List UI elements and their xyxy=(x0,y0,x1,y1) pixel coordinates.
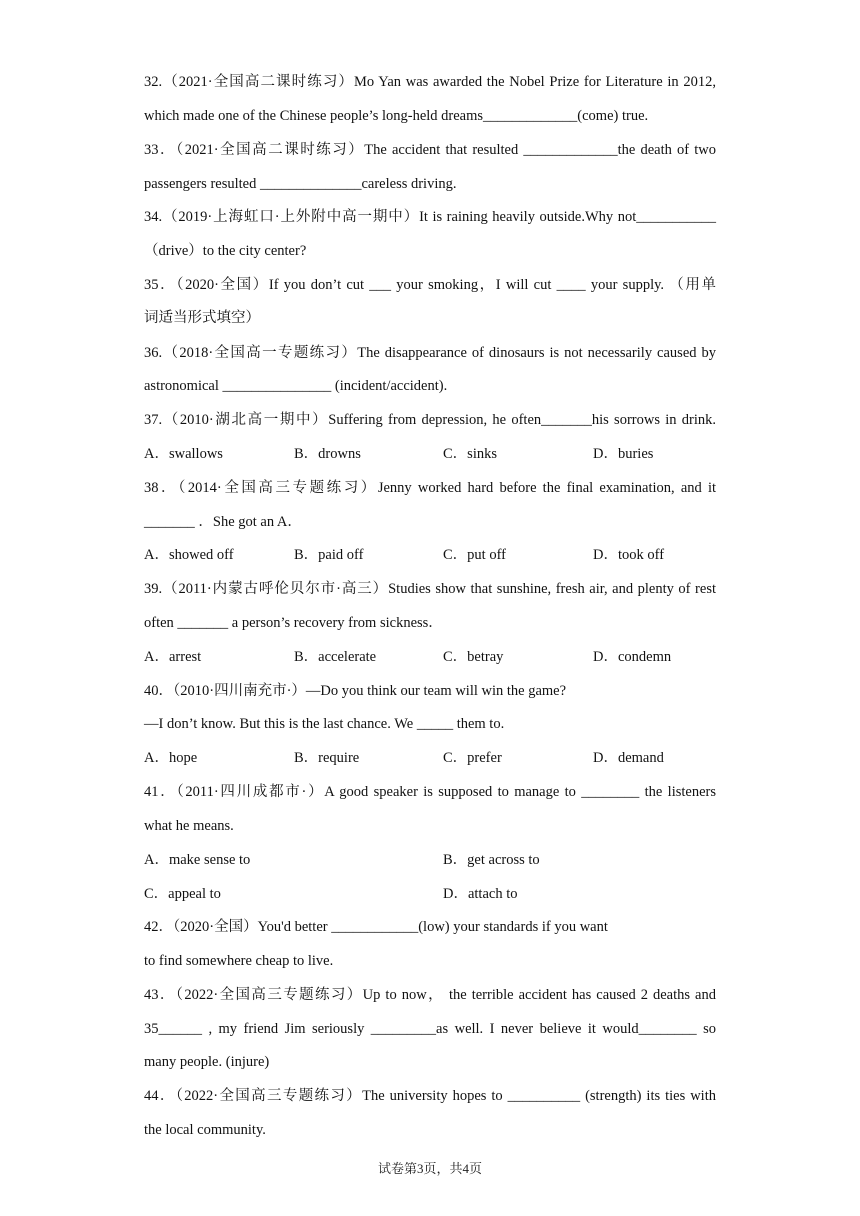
question-40-line-1: 40．（2010·四川南充市·）—Do you think our team will win the game? xyxy=(144,683,567,699)
question-36-line-2: astronomical _______________ (incident/accident). xyxy=(144,378,448,394)
question-38-option-c[interactable]: C．put off xyxy=(443,547,506,563)
question-41-line-1: 41．（2011·四川成都市·）A good speaker is supposed to manage to ________ the listeners xyxy=(144,784,716,800)
question-43-line-2: 35______ , my friend Jim seriously _________as well. I never believe it would________ so xyxy=(144,1021,716,1037)
question-41-option-b[interactable]: B．get across to xyxy=(443,852,540,868)
question-36-line-1: 36.（2018·全国高一专题练习）The disappearance of dinosaurs is not necessarily caused by xyxy=(144,345,716,361)
question-33-line-2: passengers resulted ______________careless driving. xyxy=(144,176,457,192)
question-35-line-2: 词适当形式填空） xyxy=(144,310,260,326)
question-32-line-2: which made one of the Chinese people’s long-held dreams_____________(come) true. xyxy=(144,108,649,124)
question-39-option-c[interactable]: C．betray xyxy=(443,649,504,665)
question-35-line-1: 35．（2020·全国）If you don’t cut ___ your smoking，I will cut ____ your supply. （用单 xyxy=(144,277,716,293)
question-39-line-1: 39.（2011·内蒙古呼伦贝尔市·高三）Studies show that sunshine, fresh air, and plenty of rest xyxy=(144,581,716,597)
question-40-line-2: —I don’t know. But this is the last chance. We _____ them to. xyxy=(144,716,505,732)
question-32-line-1: 32.（2021·全国高二课时练习）Mo Yan was awarded the Nobel Prize for Literature in 2012, xyxy=(144,74,716,90)
question-38-option-d[interactable]: D．took off xyxy=(593,547,665,563)
question-40-option-c[interactable]: C．prefer xyxy=(443,750,502,766)
question-41-line-2: what he means. xyxy=(144,818,234,834)
question-41-option-c[interactable]: C．appeal to xyxy=(144,886,221,902)
question-34-line-2: （drive）to the city center? xyxy=(144,243,307,259)
question-34-line-1: 34.（2019·上海虹口·上外附中高一期中）It is raining heavily outside.Why not___________ xyxy=(144,209,716,225)
question-42-line-1: 42．（2020·全国）You'd better ____________(low) your standards if you want xyxy=(144,919,608,935)
question-37-option-a[interactable]: A．swallows xyxy=(144,446,223,462)
question-38-option-a[interactable]: A．showed off xyxy=(144,547,234,563)
question-43-line-1: 43．（2022·全国高三专题练习）Up to now， the terrible accident has caused 2 deaths and xyxy=(144,987,716,1003)
question-38-option-b[interactable]: B．paid off xyxy=(294,547,364,563)
question-37-option-d[interactable]: D．buries xyxy=(593,446,654,462)
question-37-option-b[interactable]: B．drowns xyxy=(294,446,361,462)
question-39-option-a[interactable]: A．arrest xyxy=(144,649,202,665)
question-44-line-2: the local community. xyxy=(144,1122,266,1138)
question-40-option-a[interactable]: A．hope xyxy=(144,750,198,766)
question-42-line-2: to find somewhere cheap to live. xyxy=(144,953,334,969)
question-41-option-d[interactable]: D．attach to xyxy=(443,886,518,902)
question-39-option-d[interactable]: D．condemn xyxy=(593,649,672,665)
question-43-line-3: many people. (injure) xyxy=(144,1054,270,1070)
question-40-option-d[interactable]: D．demand xyxy=(593,750,664,766)
question-39-option-b[interactable]: B．accelerate xyxy=(294,649,377,665)
question-39-line-2: often _______ a person’s recovery from sickness． xyxy=(144,615,443,631)
question-38-line-1: 38．（2014·全国高三专题练习）Jenny worked hard before the final examination, and it xyxy=(144,480,716,496)
question-37-line-1: 37.（2010·湖北高一期中）Suffering from depression, he often_______his sorrows in drink. xyxy=(144,412,716,428)
question-33-line-1: 33．（2021·全国高二课时练习）The accident that resulted _____________the death of two xyxy=(144,142,716,158)
question-44-line-1: 44．（2022·全国高三专题练习）The university hopes to __________ (strength) its ties with xyxy=(144,1088,716,1104)
question-38-line-2: _______ ．She got an A． xyxy=(144,514,302,530)
question-37-option-c[interactable]: C．sinks xyxy=(443,446,497,462)
question-41-option-a[interactable]: A．make sense to xyxy=(144,852,251,868)
question-40-option-b[interactable]: B．require xyxy=(294,750,360,766)
page-footer: 试卷第3页，共4页 xyxy=(377,1161,482,1176)
